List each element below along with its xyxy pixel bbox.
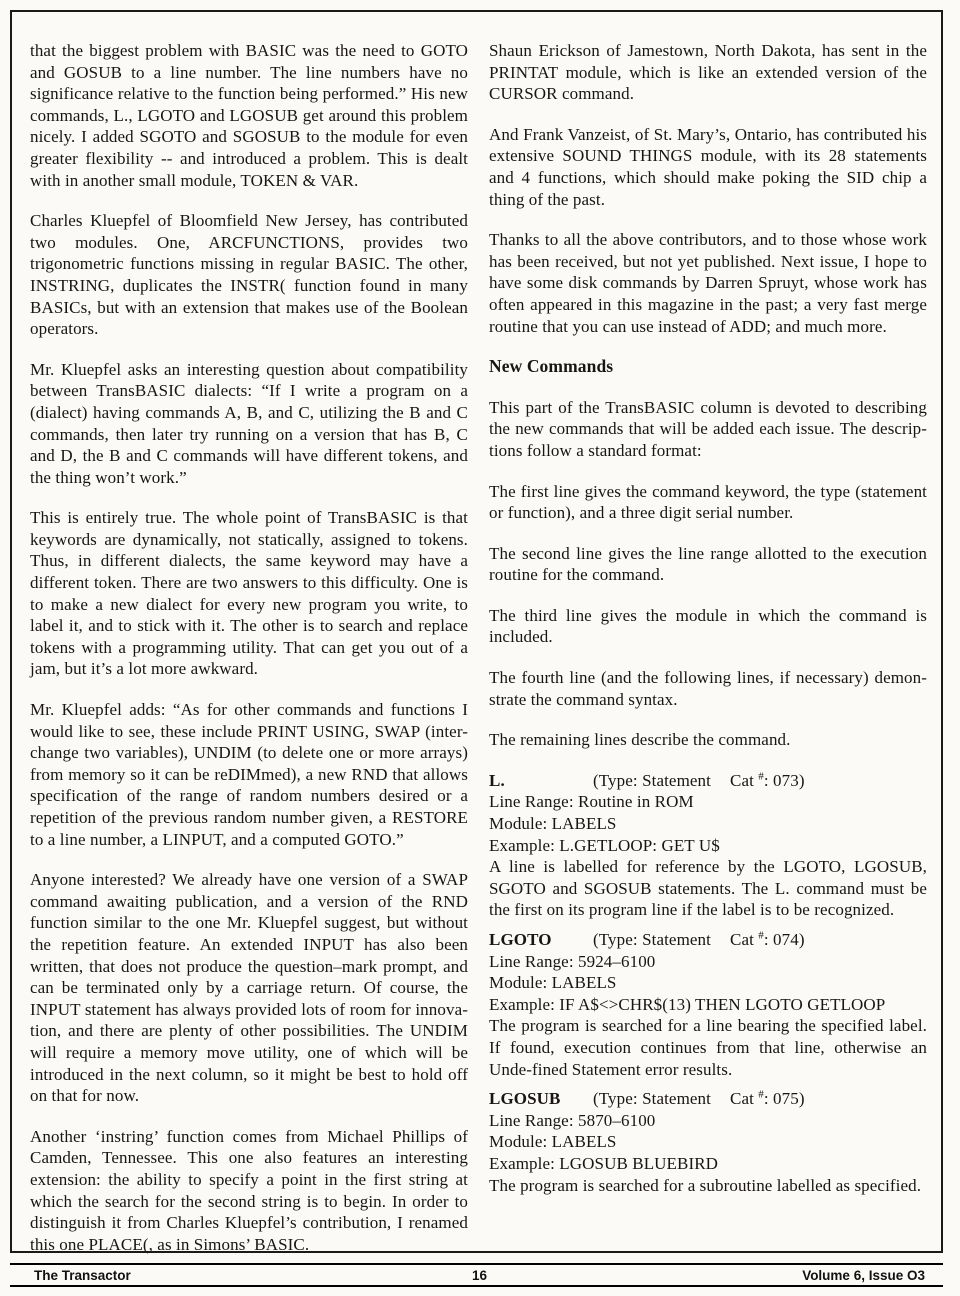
command-header: [489, 929, 927, 951]
command-line-range: Line Range: 5924–6100: [489, 951, 656, 971]
paragraph: Mr. Kluepfel adds: “As for other commands and functions I would like to see, these include PRINT USING, SWAP (inter-change two variables), UNDIM (to delete one or more arrays) from memory so it can be reDIMmed), a new RND that allows specification of the range of random numbers desired or a repetition of the previous random number given, a RESTORE to a line number, a LINPUT, and a computed GOTO.”: [30, 700, 468, 849]
command-cat-number: Cat #: 074): [730, 929, 805, 949]
command-type: (Type: Statement: [593, 930, 711, 949]
footer-magazine-title: The Transactor: [34, 1267, 131, 1283]
paragraph: Another ‘instring’ function comes from Michael Phillips of Camden, Tennessee. This one also features an interesting extension: the ability to specify a point in the first string at which the search for the second string is to begin. In order to distinguish it from Charles Kluepfel’s contribution, I renamed this one PLACE(, as in Simons’ BASIC.: [30, 1126, 468, 1254]
command-module: Module: LABELS: [489, 1132, 617, 1152]
command-line-range: Line Range: Routine in ROM: [489, 792, 694, 812]
footer-volume-issue: Volume 6, Issue O3: [802, 1267, 925, 1283]
command-description: The program is searched for a line bearing the specified label. If found, execution continues from that line, otherwise an Unde-fined Statement error results.: [489, 1016, 927, 1079]
paragraph: The remaining lines describe the command.: [489, 730, 791, 750]
command-keyword: L.: [489, 770, 505, 790]
command-type: (Type: Statement: [593, 1089, 711, 1109]
footer-page-number: 16: [471, 1267, 488, 1283]
command-keyword: LGOSUB: [489, 1089, 561, 1109]
command-line-range: Line Range: 5870–6100: [489, 1110, 656, 1130]
paragraph: that the biggest problem with BASIC was the need to GOTO and GOSUB to a line number. The line numbers have no significance relative to the function being performed.” His new commands, L., LGOTO and LGOSUB get around this problem nicely. I added SGOTO and SGOSUB to the module for even greater flexibility -- and introduced a problem. This is dealt with in another small module, TOKEN & VAR.: [30, 41, 468, 190]
paragraph: The second line gives the line range allotted to the execution routine for the command.: [489, 543, 927, 585]
command-example: Example: IF A$<>CHR$(13) THEN LGOTO GETLOOP: [489, 994, 886, 1014]
footer-bar: [10, 1263, 943, 1287]
paragraph: And Frank Vanzeist, of St. Mary’s, Ontario, has contributed his extensive SOUND THINGS module, with its 28 statements and 4 functions, which should make poking the SID chip a thing of the past.: [489, 124, 927, 209]
paragraph: Charles Kluepfel of Bloomfield New Jersey, has contributed two modules. One, ARCFUNCTIONS, provides two trigonometric functions missing in regular BASIC. The other, INSTRING, duplicates the INSTR( function found in many BASICs, but with an extension that makes use of the Boolean operators.: [30, 211, 468, 339]
command-example: Example: L.GETLOOP: GET U$: [489, 835, 720, 855]
command-block-lgoto: [489, 929, 927, 1080]
command-block-lgosub: [489, 1088, 927, 1196]
command-type: (Type: Statement: [593, 770, 711, 790]
paragraph: This is entirely true. The whole point of TransBASIC is that keywords are dynamically, not statically, assigned to tokens. Thus, in different dialects, the same keyword may have a different token. There are two answers to this difficulty. One is to make a new dialect for every new program you write, to label it, and to stick with it. The other is to search and replace tokens with a programming utility. That can get you out of a jam, but it’s a lot more awkward.: [30, 508, 468, 679]
command-keyword: LGOTO: [489, 930, 552, 949]
command-module: Module: LABELS: [489, 973, 617, 993]
paragraph: This part of the TransBASIC column is devoted to describing the new commands that will be added each issue. The descrip-tions follow a standard format:: [489, 397, 927, 460]
command-cat-number: Cat #: 073): [730, 770, 805, 790]
section-heading-new-commands: New Commands: [489, 356, 614, 377]
page-content: [30, 40, 927, 1274]
paragraph: The first line gives the command keyword, the type (statement or function), and a three digit serial number.: [489, 481, 927, 523]
command-example: Example: LGOSUB BLUEBIRD: [489, 1153, 719, 1173]
paragraph: Thanks to all the above contributors, and to those whose work has been received, but not yet published. Next issue, I hope to have some disk commands by Darren Spruyt, whose work has often appeared in this magazine in the past; a very fast merge routine that you can use instead of ADD; and much more.: [489, 230, 927, 336]
paragraph: Mr. Kluepfel asks an interesting question about compatibility between TransBASIC dialects: “If I write a program on a (dialect) having commands A, B, and C, utilizing the B and C commands, then later try running on a version that has B, C and D, the B and C commands will have different tokens, and the thing won’t work.”: [30, 359, 468, 487]
paragraph: The fourth line (and the following lines, if necessary) demon-strate the command syntax.: [489, 668, 927, 709]
paragraph: Anyone interested? We already have one version of a SWAP command awaiting publication, and a version of the RND function similar to the one Mr. Kluepfel suggest, but without the repetition feature. An extended INPUT has also been written, that does not produce the question–mark prompt, and can be terminated only by a carriage return. Of course, the INPUT statement has always provided lots of room for innova-tion, and there are plenty of other possibilities. The UNDIM will require a memory move utility, one of which will be introduced in the next column, so it might be best to hold off on that for now.: [30, 870, 468, 1106]
command-description: A line is labelled for reference by the LGOTO, LGOSUB, SGOTO and SGOSUB statements. The L. command must be the first on its program line if the label is to be recognized.: [489, 857, 927, 920]
paragraph: The third line gives the module in which the command is included.: [489, 605, 927, 647]
right-column: [489, 40, 927, 1274]
command-header: [489, 1088, 927, 1110]
command-cat-number: Cat #: 075): [730, 1088, 805, 1109]
command-header: [489, 770, 927, 792]
command-description: The program is searched for a subroutine labelled as specified.: [489, 1175, 922, 1195]
paragraph: Shaun Erickson of Jamestown, North Dakota, has sent in the PRINTAT module, which is like an extended version of the CURSOR command.: [489, 41, 927, 104]
command-module: Module: LABELS: [489, 814, 617, 834]
left-column: [30, 40, 468, 1274]
command-block-l: [489, 770, 927, 921]
